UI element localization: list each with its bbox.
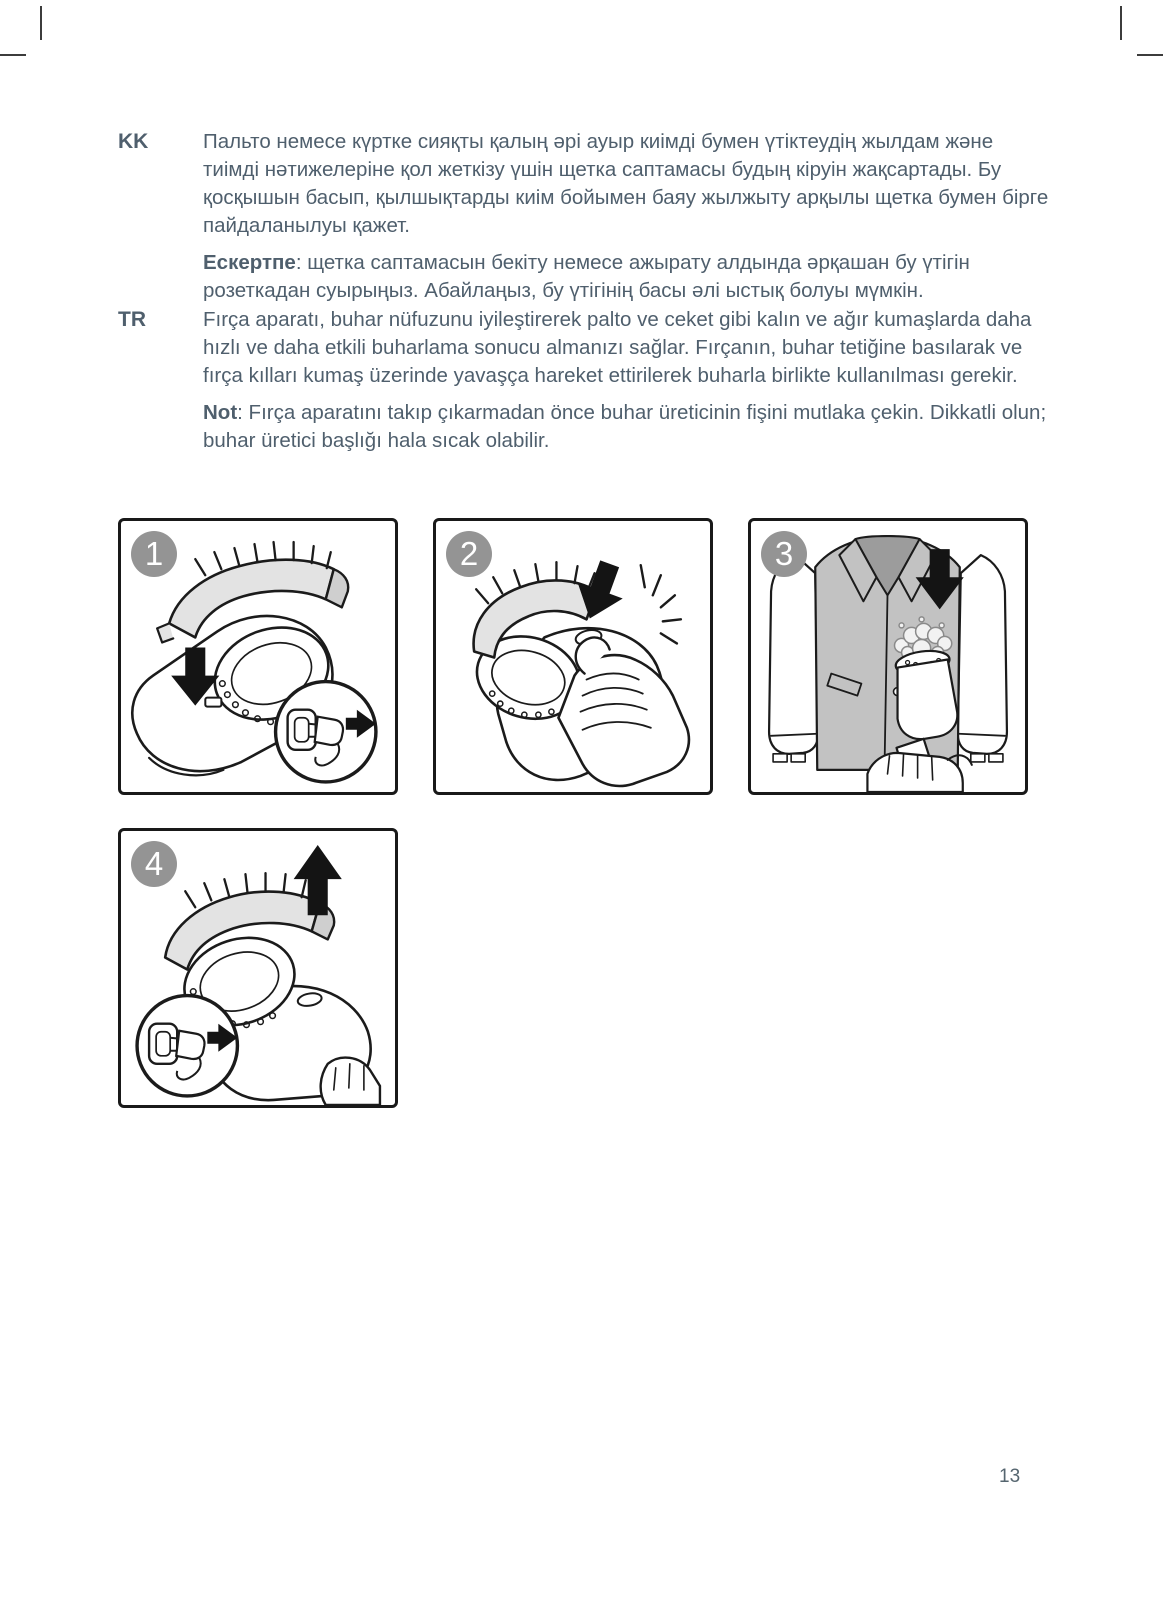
note-text: : Fırça aparatını takıp çıkarmadan önce buhar üreticinin fişini mutlaka çekin. Dikkatli olun; buhar üretici başlığı hala sıcak olabilir. [203, 401, 1047, 452]
body-paragraph: Fırça aparatı, buhar nüfuzunu iyileştirerek palto ve ceket gibi kalın ve ağır kumaşlarda daha hızlı ve daha etkili buharlama sonucu almanızı sağlar. Fırçanın, buhar tetiğine basılarak ve fırça kılları kumaş üzerinde yavaşça hareket ettirilerek buharla birlikte kullanılması gerekir. [203, 308, 1032, 387]
note-text: : щетка саптамасын бекіту немесе ажырату алдында әрқашан бу үтігін розеткадан суырыңыз. Абайлаңыз, бу үтігінің басы әлі ыстық болуы мүмкін. [203, 251, 970, 302]
hand [321, 1058, 380, 1105]
body-paragraph: Пальто немесе күртке сияқты қалың әрі ауыр киімді бумен үтіктеудің жылдам және тиімді нәтижелеріне қол жеткізу үшін щетка саптамасы будың кіруін жақсартады. Бу қосқышын басып, қылшықтарды киім бойымен баяу жылжыту арқылы щетка бумен бірге пайдаланылуы қажет. [203, 130, 1049, 237]
unplug-inset-icon [137, 996, 237, 1096]
section-tr-text [203, 306, 1051, 455]
step-number-badge: 2 [446, 531, 492, 577]
figure-4 [118, 828, 398, 1108]
figure-1 [118, 518, 398, 795]
figure-2 [433, 518, 713, 795]
note-label: Not [203, 401, 238, 424]
crop-mark [40, 6, 42, 40]
unplug-inset-icon [276, 682, 376, 782]
section-kk-text [203, 128, 1051, 305]
language-label-tr: TR [118, 308, 146, 331]
section-kk [118, 128, 1063, 305]
click-burst-icon [641, 565, 681, 643]
crop-mark [0, 54, 26, 56]
note-paragraph [203, 249, 1051, 305]
crop-mark [1137, 54, 1163, 56]
crop-mark [1120, 6, 1122, 40]
page-number: 13 [999, 1466, 1021, 1487]
note-label: Ескертпе [203, 251, 296, 274]
section-tr [118, 306, 1063, 455]
note-paragraph [203, 399, 1051, 455]
language-label-kk: KK [118, 130, 149, 153]
step-number-badge: 3 [761, 531, 807, 577]
jacket [769, 536, 1007, 770]
step-number-badge: 1 [131, 531, 177, 577]
figure-3 [748, 518, 1028, 795]
step-number-badge: 4 [131, 841, 177, 887]
